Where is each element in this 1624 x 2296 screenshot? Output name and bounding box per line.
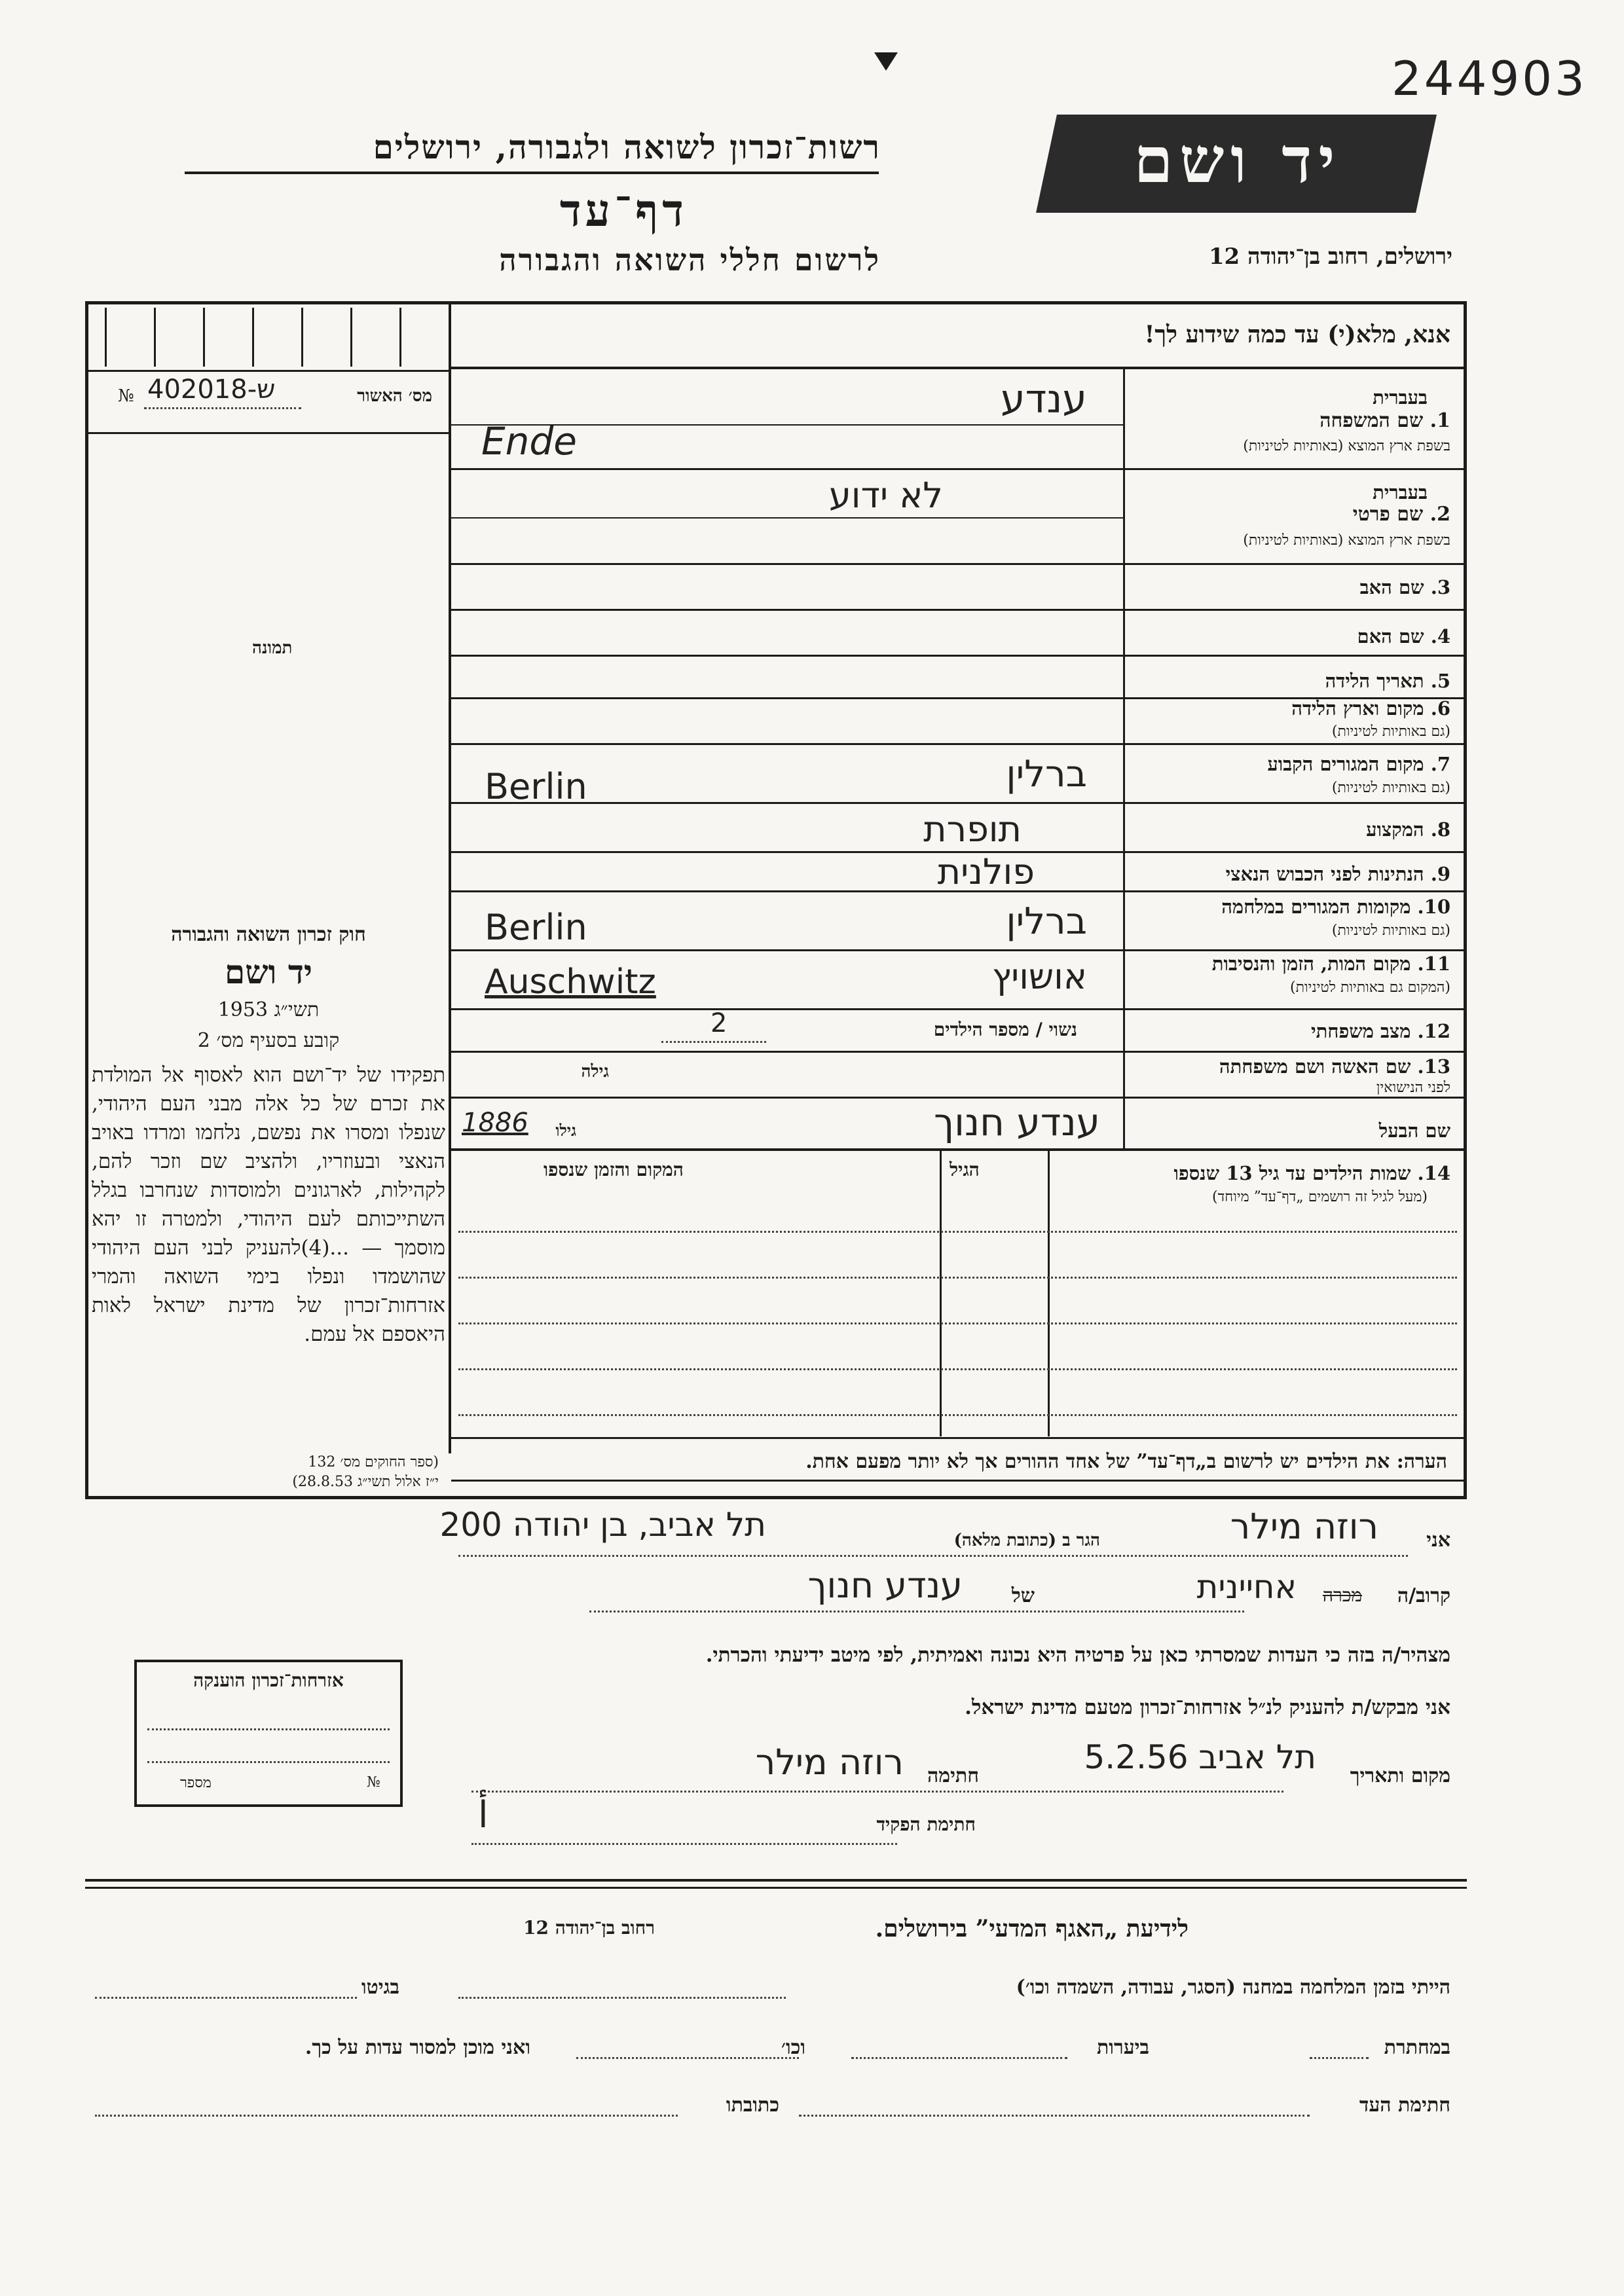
forests-label: ביערות — [1096, 2036, 1149, 2059]
logo-text: יד ושם — [1134, 123, 1342, 197]
children-count-value: 2 — [710, 1008, 728, 1038]
field-6-sublabel: (גם באותיות לטיניות) — [1331, 723, 1450, 740]
label-in-hebrew-2: בעברית — [1373, 481, 1428, 503]
death-place-latin-value: Auschwitz — [485, 962, 656, 1002]
law-footnote-2: י״ז אלול תשי״ג 28.8.53) — [292, 1474, 439, 1490]
signature-label: חתימה — [927, 1764, 979, 1787]
field-14-sublabel: (מעל לגיל זה רושמים „דף־עד” מיוחד) — [1212, 1189, 1428, 1205]
willing-testify-text: ואני מוכן למסור עדות על כך. — [304, 2036, 530, 2059]
header-address: ירושלים, רחוב בן־יהודה 12 — [1208, 244, 1452, 270]
field-6-label: 6. מקום וארץ הלידה — [1291, 697, 1450, 720]
citizenship-number-prefix: № — [367, 1774, 380, 1791]
archive-number: 244903 — [1392, 51, 1587, 106]
husband-name-value: ענדע חנוך — [933, 1100, 1100, 1144]
place-date-label: מקום ותאריך — [1350, 1764, 1450, 1787]
col-place-header: המקום והזמן שנספו — [544, 1159, 684, 1180]
bottom-rule — [85, 1879, 1467, 1882]
field-7-label: 7. מקום המגורים הקבוע — [1267, 753, 1450, 775]
declaration-i: אני — [1426, 1529, 1450, 1552]
etc-label: וכו׳ — [781, 2036, 805, 2059]
law-logo: יד ושם — [225, 953, 312, 991]
surname-hebrew-value: ענדע — [1001, 376, 1087, 422]
left-column-border — [449, 301, 451, 1453]
approval-dotted-line — [144, 407, 301, 409]
officer-signature-label: חתימת הפקיד — [876, 1813, 976, 1835]
law-text: תפקידו של יד־ושם הוא לאסוף אל המולדת את זכרם של כל אלה מבני העם היהודי, שנפלו ומסרו את נפשם, נלחמו ומרדו באויב הנאצי ובעוזריו, ולהציב שם וזכר להם, לקהילות, לארגונים ולמוסדות שנחרבו בגלל השתייכותם לעם היהודי, ולמטרה זו יהא מוסמך — ...(4)להעניק לבני העם היהודי שהושמדו ונפלו בימי השואה והמרי אזרחות־זכרון של מדינת ישראל לאות היאספם אל עמם. — [92, 1063, 445, 1346]
law-footnote-1: (ספר החוקים מס׳ 132 — [308, 1454, 439, 1470]
relative-dotted-line — [589, 1611, 1244, 1613]
signature-value: רוזה מילר — [755, 1741, 904, 1783]
field-7-sublabel: (גם באותיות לטיניות) — [1331, 780, 1450, 796]
citizenship-title: אזרחות־זכרון הוענקה — [193, 1669, 344, 1691]
approval-number: 402018-ש — [147, 374, 276, 405]
ghetto-label: בגיטו — [361, 1976, 399, 1999]
wartime-residence-latin-value: Berlin — [485, 907, 587, 948]
relation-value: אחיינית — [1196, 1568, 1297, 1606]
relative-name-value: ענדע חנוך — [807, 1565, 963, 1606]
note-rule — [451, 1480, 1467, 1482]
address-dotted-line — [458, 1555, 1408, 1557]
approval-rule — [85, 432, 449, 434]
living-at-label: הגר ב (כתובת מלאה) — [953, 1531, 1100, 1550]
occupation-value: תופרת — [923, 809, 1022, 850]
children-dotted-line — [661, 1041, 766, 1043]
field-10-sublabel: (גם באותיות לטיניות) — [1331, 922, 1450, 939]
bottom-address: רחוב בן־יהודה 12 — [523, 1917, 655, 1939]
request-text: אנא, מלא(י) עד כמה שידוע לך! — [1144, 321, 1450, 348]
witness-address-label: כתובתו — [726, 2094, 779, 2117]
citizenship-number-label: מספר — [180, 1775, 212, 1791]
surname-latin-value: Ende — [481, 419, 577, 464]
field-2-label: 2. שם פרטי — [1352, 503, 1450, 526]
relation-struck: מכרה — [1322, 1584, 1362, 1606]
approval-label: מס׳ האשור — [357, 386, 432, 406]
husband-label: שם הבעל — [1378, 1120, 1450, 1142]
field-8-label: 8. המקצוע — [1366, 818, 1450, 841]
bottom-rule-2 — [85, 1887, 1467, 1889]
field-9-label: 9. הנתינות לפני הכבוש הנאצי — [1225, 863, 1450, 885]
field-1-sublabel: בשפת ארץ המוצא (באותיות לטיניות) — [1243, 438, 1450, 454]
bottom-title: לידיעת „האגף המדעי” בירושלים. — [875, 1915, 1189, 1942]
label-column-border — [1123, 369, 1125, 1148]
field-13-sublabel: לפני הנישואין — [1376, 1080, 1450, 1096]
wife-age-label: גילה — [581, 1062, 609, 1082]
approval-prefix: № — [118, 386, 134, 406]
field-11-sublabel: (המקום גם באותיות לטיניות) — [1290, 979, 1450, 996]
request-rule — [451, 367, 1467, 369]
place-date-value: תל אביב 5.2.56 — [1084, 1738, 1316, 1776]
citizenship-dotted-1 — [147, 1728, 390, 1730]
firstname-hebrew-value: לא ידוע — [828, 475, 943, 516]
nationality-value: פולנית — [937, 851, 1035, 892]
children-note: הערה: את הילדים יש לרשום ב„דף־עד” של אחד ההורים אך לא יותר מפעם אחת. — [805, 1450, 1447, 1473]
officer-dotted-line — [471, 1843, 897, 1845]
camp-line-label: הייתי בזמן המלחמה במחנה (הסגר, עבודה, השמדה וכו׳) — [1016, 1976, 1450, 1999]
husband-birth-year: 1886 — [462, 1108, 528, 1138]
declarant-name: רוזה מילר — [1230, 1506, 1378, 1547]
marital-status-text: נשוי / מספר הילדים — [933, 1019, 1077, 1040]
field-4-label: 4. שם האם — [1357, 625, 1450, 647]
field-10-label: 10. מקומות המגורים במלחמה — [1221, 896, 1450, 918]
col-age-header: הגיל — [950, 1159, 980, 1180]
field-14-label: 14. שמות הילדים עד גיל 13 שנספו — [1173, 1162, 1450, 1184]
relative-label: קרוב/ה — [1397, 1584, 1450, 1607]
etc-dotted-line — [576, 2057, 799, 2059]
signature-dotted-line — [471, 1791, 1283, 1793]
authority-name: רשות־זכרון לשואה ולגבורה, ירושלים — [373, 128, 881, 166]
ghetto-dotted-line — [95, 1997, 357, 1999]
declaration-statement: מצהיר/ה בזה כי העדות שמסרתי כאן על פרטיה היא נכונה ואמיתית, לפי מיטב ידיעתי והכרתי. — [705, 1643, 1450, 1667]
citizenship-dotted-2 — [147, 1761, 390, 1763]
field-12-label: 12. מצב משפחתי — [1311, 1020, 1450, 1042]
underground-label: במחתרת — [1384, 2036, 1450, 2059]
field-13-label: 13. שם האשה ושם משפחתה — [1219, 1055, 1450, 1078]
wartime-residence-hebrew-value: ברלין — [1006, 900, 1087, 943]
officer-signature-mark: ﺃ — [478, 1794, 489, 1836]
death-place-hebrew-value: אושויץ — [992, 956, 1087, 997]
camp-dotted-line — [458, 1997, 786, 1999]
label-in-hebrew-1: בעברית — [1373, 386, 1428, 409]
field-1-label: 1. שם המשפחה — [1320, 409, 1450, 432]
witness-address-dotted-line — [95, 2115, 678, 2117]
form-subtitle: לרשום חללי השואה והגבורה — [499, 242, 881, 278]
field-2-sublabel: בשפת ארץ המוצא (באותיות לטיניות) — [1243, 532, 1450, 549]
witness-signature-label: חתימת העד — [1359, 2094, 1450, 2117]
field-11-label: 11. מקום המות, הזמן והנסיבות — [1211, 953, 1450, 975]
husband-age-label: גילו — [555, 1121, 576, 1140]
residence-latin-value: Berlin — [485, 766, 587, 807]
forests-dotted-line — [851, 2057, 1067, 2059]
residence-hebrew-value: ברלין — [1006, 753, 1087, 795]
triangle-mark-icon — [874, 52, 898, 71]
of-label: של — [1011, 1584, 1035, 1607]
form-title: דף־עד — [559, 185, 688, 237]
photo-label: תמונה — [252, 638, 293, 658]
law-title: חוק זכרון השואה והגבורה — [171, 923, 366, 946]
law-clause: קובע בסעיף מס׳ 2 — [197, 1029, 340, 1052]
declaration-request: אני מבקש/ת להעניק לנ״ל אזרחות־זכרון מטעם מדינת ישראל. — [965, 1696, 1450, 1719]
declarant-address: תל אביב, בן יהודה 200 — [439, 1506, 766, 1544]
field-3-label: 3. שם האב — [1359, 576, 1450, 598]
witness-signature-dotted-line — [799, 2115, 1310, 2117]
header-rule — [185, 172, 879, 174]
law-year: תשי״ג 1953 — [217, 998, 320, 1021]
underground-dotted-line — [1310, 2057, 1369, 2059]
field-5-label: 5. תאריך הלידה — [1325, 670, 1450, 692]
left-column-rule — [85, 370, 449, 372]
